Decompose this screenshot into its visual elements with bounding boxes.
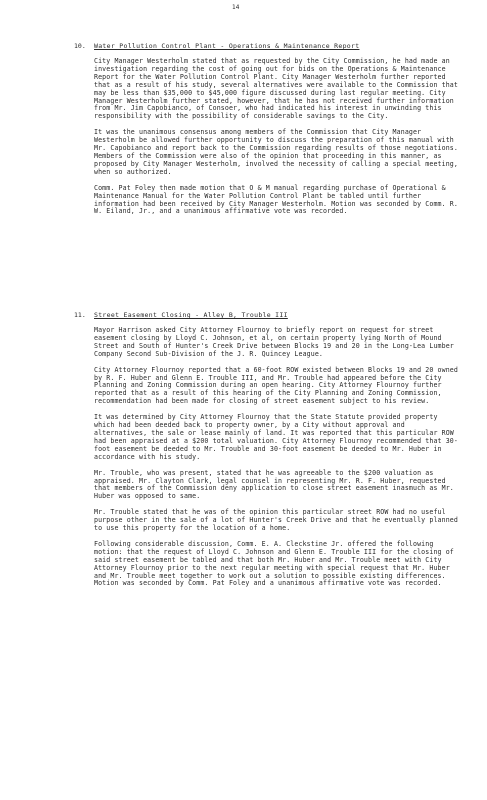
agenda-item-street-easement — [74, 311, 458, 588]
paragraph: It was the unanimous consensus among members of the Commission that City Manager Westerholm be allowed further opportunity to discuss the preparation of this manual with Mr. Capobianco and report back to the Commission regarding results of those negotiations. Members of the Commission were also of the opinion that proceeding in this manner, as proposed by City Manager Westerholm, involved the necessity of calling a special meeting, when so authorized. — [94, 128, 458, 176]
paragraph: Following considerable discussion, Comm. E. A. Cleckstine Jr. offered the following motion: that the request of Lloyd C. Johnson and Glenn E. Trouble III for the closing of said street easement be tabled and that both Mr. Huber and Mr. Trouble meet with City Attorney Flournoy prior to the next regular meeting with special request that Mr. Huber and Mr. Trouble meet together to work out a solution to possible existing differences. Motion was seconded by Comm. Pat Foley and a unanimous affirmative vote was recorded. — [94, 539, 454, 588]
paragraph: It was determined by City Attorney Flournoy that the State Statute provided property which had been deeded back to property owner, by a City without approval and alternatives, the sale or lease mainly of land. It was reported that this particular ROW had been appraised at a $200 total valuation. City Attorney Flournoy recommended that 30-foot easement be deeded to Mr. Trouble and 30-foot easement be deeded to Mr. Huber in accordance with his study. — [94, 413, 458, 461]
item-title: Water Pollution Control Plant - Operations & Maintenance Report — [94, 42, 360, 50]
paragraph: Mayor Harrison asked City Attorney Flournoy to briefly report on request for street easement closing by Lloyd C. Johnson, et al, on certain property lying North of Mound Street and South of Hunter's Creek Drive between Blocks 19 and 20 in the Long-Lea Lumber Company Second Sub-Division of the J. R. Quincey League. — [94, 326, 454, 358]
paragraph: Mr. Trouble, who was present, stated that he was agreeable to the $200 valuation as appraised. Mr. Clayton Clark, legal counsel in representing Mr. R. F. Huber, requested that members of the Commission deny application to close street easement inasmuch as Mr. Huber was opposed to same. — [94, 468, 454, 501]
agenda-item-water-pollution — [74, 42, 458, 216]
item-heading — [74, 42, 458, 52]
item-number: 10. — [74, 42, 86, 50]
paragraph: Comm. Pat Foley then made motion that O & M manual regarding purchase of Operational & Maintenance Manual for the Water Pollution Control Plant be tabled until further information had been received by City Manager Westerholm. Motion was seconded by Comm. R. W. Eiland, Jr., and a unanimous affirmative vote was recorded. — [94, 183, 458, 216]
item-heading — [74, 311, 458, 321]
paragraph: Mr. Trouble stated that he was of the opinion this particular street ROW had no useful purpose other in the sale of a lot of Hunter's Creek Drive and that he eventually planned to use this property for the location of a home. — [94, 508, 458, 533]
item-title: Street Easement Closing - Alley B, Trouble III — [94, 311, 288, 319]
paragraph: City Manager Westerholm stated that as requested by the City Commission, he had made an investigation regarding the cost of going out for bids on the Operations & Maintenance Report for the Water Pollution Control Plant. City Manager Westerholm further reported that as a result of his study, several alternatives were available to the Commission that may be less than $35,000 to $45,000 figure discussed during last regular meeting. City Manager Westerholm further stated, however, that he has not received further information from Mr. Jim Capobianco, of Consoer, who had indicated his interest in unwinding this responsibility with the possibility of considerable savings to the City. — [94, 57, 458, 121]
paragraph: City Attorney Flournoy reported that a 60-foot ROW existed between Blocks 19 and 20 owned by R. F. Huber and Glenn E. Trouble III, and Mr. Trouble had appeared before the City Planning and Zoning Commission during an open hearing. City Attorney Flournoy further reported that as a result of this hearing of the City Planning and Zoning Commission, recommendation had been made for closing of street easement subject to his review. — [94, 365, 458, 406]
item-number: 11. — [74, 311, 86, 319]
page-number: 14 — [232, 4, 240, 11]
